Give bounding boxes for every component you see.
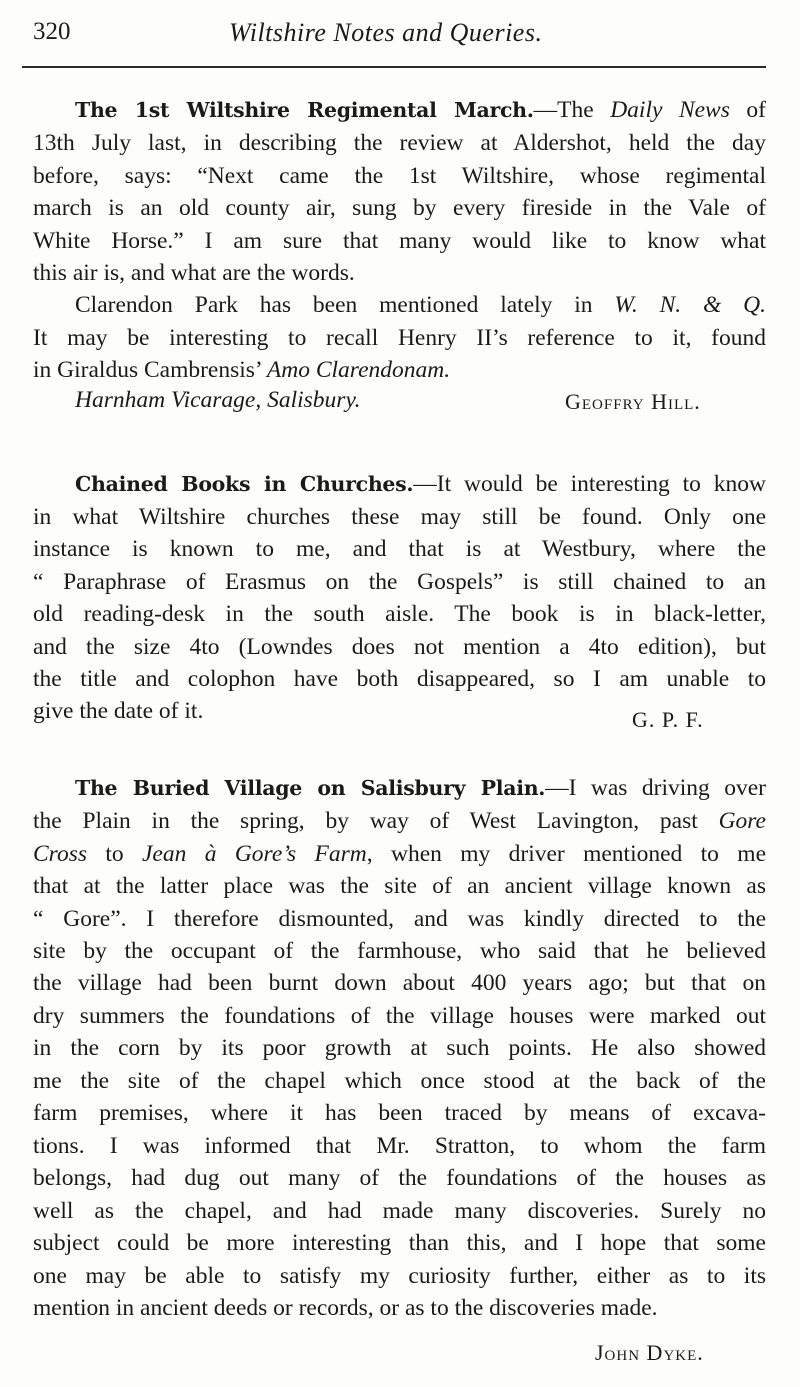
article-line: in what Wiltshire churches these may still be found. Only one [33,504,766,530]
signature: G. P. F. [632,707,704,732]
article-line: subject could be more interesting than this, and I hope that some [33,1230,766,1256]
article-line: that at the latter place was the site of an ancient village known as [33,873,766,899]
article-heading: Chained Books in Churches. [75,472,414,496]
article-line: The Buried Village on Salisbury Plain.—I was driving over [75,775,766,801]
article-line: the title and colophon have both disappeared, so I am unable to [33,666,766,692]
article-line: this air is, and what are the words. [33,260,355,286]
article-line: mention in ancient deeds or records, or as to the discoveries made. [33,1295,658,1321]
article-line: farm premises, where it has been traced by means of excava- [33,1100,766,1126]
article-line: and the size 4to (Lowndes does not mention a 4to edition), but [33,634,766,660]
article-line: the village had been burnt down about 400 years ago; but that on [33,970,766,996]
article-line: the Plain in the spring, by way of West Lavington, past Gore [33,808,766,834]
signature: John Dyke. [595,1340,704,1365]
article-line: well as the chapel, and had made many discoveries. Surely no [33,1198,766,1224]
article-line: me the site of the chapel which once stood at the back of the [33,1068,766,1094]
article-line: belongs, had dug out many of the foundations of the houses as [33,1165,766,1191]
signature: Geoffry Hill. [565,389,701,414]
article-line: 13th July last, in describing the review at Aldershot, held the day [33,130,766,156]
article-line: give the date of it. [33,698,204,724]
article-line: site by the occupant of the farmhouse, who said that he believed [33,938,766,964]
article-line: in Giraldus Cambrensis’ Amo Clarendonam. [33,357,451,383]
article-heading: The 1st Wiltshire Regimental March. [75,98,534,122]
running-title: Wiltshire Notes and Queries. [229,18,543,47]
article-line: “ Gore”. I therefore dismounted, and was kindly directed to the [33,906,766,932]
article-line: Chained Books in Churches.—It would be interesting to know [75,471,767,497]
article-line: dry summers the foundations of the village houses were marked out [33,1003,766,1029]
article-line: instance is known to me, and that is at Westbury, where the [33,536,766,562]
header-rule [22,66,766,68]
article-line: The 1st Wiltshire Regimental March.—The Daily News of [75,97,766,123]
article-line: tions. I was informed that Mr. Stratton, to whom the farm [33,1133,766,1159]
article-line: It may be interesting to recall Henry II’s reference to it, found [33,325,766,351]
article-line: White Horse.” I am sure that many would like to know what [33,228,766,254]
article-heading: The Buried Village on Salisbury Plain. [75,776,546,800]
article-line: “ Paraphrase of Erasmus on the Gospels” is still chained to an [33,569,766,595]
article-line: before, says: “Next came the 1st Wiltshire, whose regimental [33,163,766,189]
article-line: old reading-desk in the south aisle. The book is in black-letter, [33,601,766,627]
article-line: Clarendon Park has been mentioned lately in W. N. & Q. [75,292,767,318]
page-number: 320 [33,18,71,45]
article-line: Cross to Jean à Gore’s Farm, when my driver mentioned to me [33,841,766,867]
place-line: Harnham Vicarage, Salisbury. [75,387,361,413]
running-header [33,18,766,58]
article-line: in the corn by its poor growth at such points. He also showed [33,1035,766,1061]
article-line: one may be able to satisfy my curiosity further, either as to its [33,1263,766,1289]
article-line: march is an old county air, sung by every fireside in the Vale of [33,195,766,221]
